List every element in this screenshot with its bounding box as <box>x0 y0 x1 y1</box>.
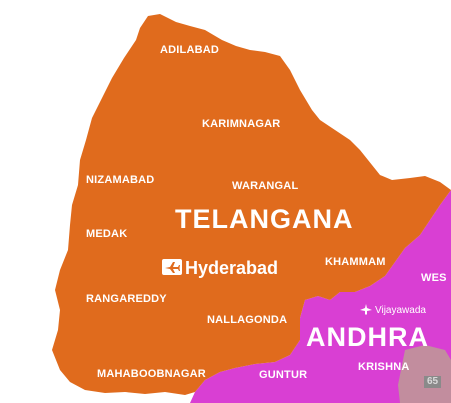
label-krishna: KRISHNA <box>358 361 410 373</box>
label-adilabad: ADILABAD <box>160 44 220 56</box>
label-guntur: GUNTUR <box>259 369 308 381</box>
label-vijayawada[interactable]: Vijayawada <box>375 305 426 316</box>
label-telangana: TELANGANA <box>175 204 354 234</box>
airport-plane-icon[interactable] <box>162 259 182 275</box>
label-khammam: KHAMMAM <box>325 256 386 268</box>
label-andhra: ANDHRA <box>306 322 429 352</box>
terrain-patch <box>398 345 451 403</box>
label-rangareddy: RANGAREDDY <box>86 293 167 305</box>
highway-shield-icon: 65 <box>424 376 441 388</box>
label-nizamabad: NIZAMABAD <box>86 174 155 186</box>
label-hyderabad[interactable]: Hyderabad <box>185 258 279 278</box>
label-warangal: WARANGAL <box>232 180 299 192</box>
label-mahaboobnagar: MAHABOOBNAGAR <box>97 368 206 380</box>
label-medak: MEDAK <box>86 228 128 240</box>
label-nallagonda: NALLAGONDA <box>207 314 288 326</box>
label-west: WES <box>421 272 447 284</box>
airport-plane-icon[interactable] <box>360 304 372 315</box>
label-karimnagar: KARIMNAGAR <box>202 118 281 130</box>
